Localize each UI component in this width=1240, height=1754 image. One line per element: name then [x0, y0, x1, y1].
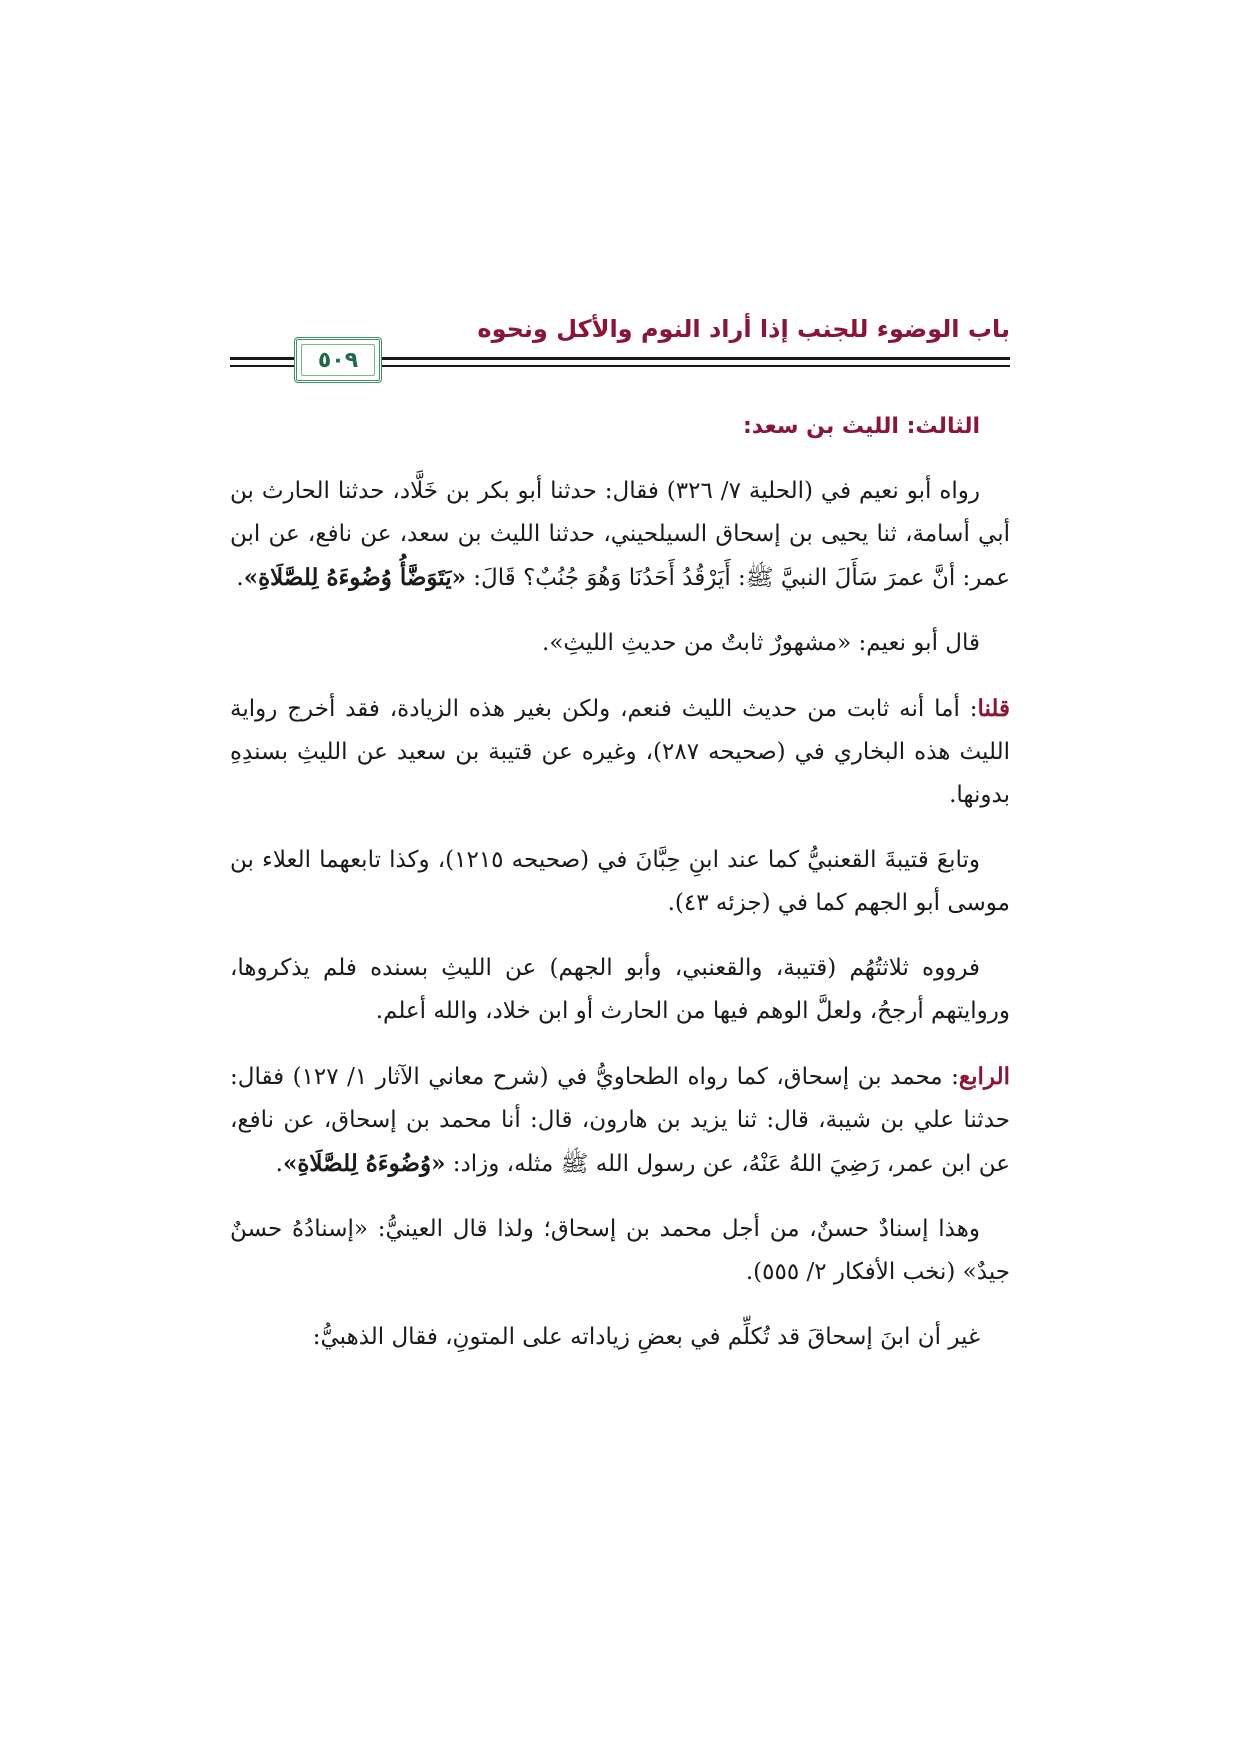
- paragraph-5: فرووه ثلاثتُهُم (قتيبة، والقعنبي، وأبو الجهم) عن الليثِ بسنده فلم يذكروها، وروايتهم أرجحُ، ولعلَّ الوهم فيها من الحارث أو ابن خلاد، والله أعلم.: [230, 955, 1010, 1024]
- chapter-title: باب الوضوء للجنب إذا أراد النوم والأكل ونحوه: [477, 315, 1010, 343]
- wudu-quote: «وُضُوءَهُ لِلصَّلَاةِ»: [282, 1150, 446, 1177]
- paragraph-2: قال أبو نعيم: «مشهورٌ ثابتٌ من حديثِ الليثِ».: [542, 630, 980, 656]
- page-header: [230, 315, 1010, 375]
- fourth-label: الرابع: [958, 1063, 1010, 1090]
- qulna-label: قلنا: [977, 695, 1010, 722]
- paragraph-7: وهذا إسنادٌ حسنٌ، من أجل محمد بن إسحاق؛ ولذا قال العينيُّ: «إسنادُهُ حسنٌ جيدٌ» (نخب الأفكار ٢/ ٥٥٥).: [230, 1216, 1010, 1285]
- paragraph-1-text: رواه أبو نعيم في (الحلية ٧/ ٣٢٦) فقال: حدثنا أبو بكر بن خَلَّاد، حدثنا الحارث بن أبي أسامة، ثنا يحيى بن إسحاق السيلحيني، حدثنا الليث بن سعد، عن نافع، عن ابن عمر: أنَّ عمرَ سَأَلَ النبيَّ ﷺ: أَيَرْقُدُ أَحَدُنَا وَهُوَ جُنُبٌ؟ قَالَ:: [230, 478, 1010, 591]
- paragraph-3: [230, 687, 1010, 817]
- paragraph-6-end: .: [275, 1151, 283, 1177]
- hadith-quote: «يَتَوَضَّأُ وُضُوءَهُ لِلصَّلَاةِ»: [243, 564, 466, 591]
- page-number-badge: [294, 337, 382, 383]
- paragraph-8: غير أن ابنَ إسحاقَ قد تُكلِّم في بعضِ زياداته على المتونِ، فقال الذهبيُّ:: [312, 1324, 980, 1350]
- paragraph-1: [230, 470, 1010, 600]
- page-number: ٥٠٩: [317, 347, 359, 373]
- paragraph-4: وتابعَ قتيبةَ القعنبيُّ كما عند ابنِ حِبَّانَ في (صحيحه ١٢١٥)، وكذا تابعهما العلاء بن موسى أبو الجهم كما في (جزئه ٤٣).: [230, 847, 1010, 916]
- paragraph-1-end: .: [236, 565, 244, 591]
- paragraph-6-text: : محمد بن إسحاق، كما رواه الطحاويُّ في (شرح معاني الآثار ١/ ١٢٧) فقال: حدثنا علي بن شيبة، قال: ثنا يزيد بن هارون، قال: أنا محمد بن إسحاق، عن نافع، عن ابن عمر، رَضِيَ اللهُ عَنْهُ، عن رسول الله ﷺ مثله، وزاد:: [230, 1064, 1010, 1177]
- paragraph-6: [230, 1055, 1010, 1186]
- paragraph-3-text: : أما أنه ثابت من حديث الليث فنعم، ولكن بغير هذه الزيادة، فقد أخرج رواية الليث هذه البخاري في (صحيحه ٢٨٧)، وغيره عن قتيبة بن سعيد عن الليثِ بسندِهِ بدونها.: [230, 696, 1011, 808]
- page-body: [230, 405, 1010, 1381]
- section-heading: الثالث: الليث بن سعد:: [742, 414, 980, 439]
